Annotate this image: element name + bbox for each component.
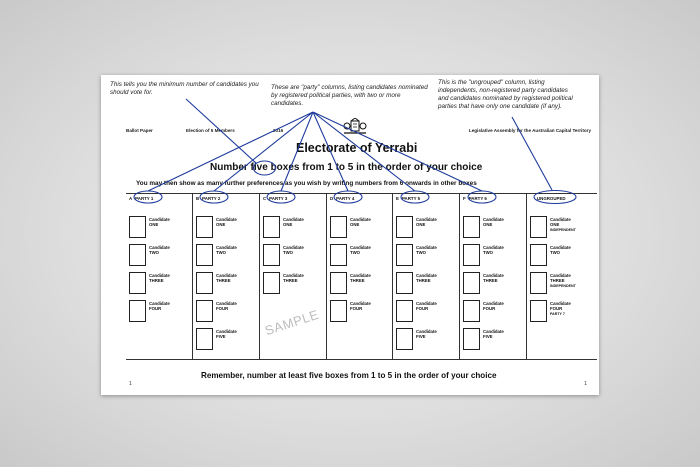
candidate-second-line: ONE	[283, 222, 293, 228]
candidate-first-line: Candidate	[483, 329, 504, 334]
candidate-first-line: Candidate	[550, 301, 571, 306]
preference-box[interactable]	[396, 272, 413, 294]
candidate-name	[483, 217, 504, 228]
candidate-second-line: FOUR	[550, 306, 563, 312]
preference-box[interactable]	[263, 244, 280, 266]
candidate-row	[396, 272, 458, 294]
candidate-second-line: FOUR	[483, 306, 496, 312]
column-header	[196, 196, 220, 201]
party-name: PARTY 5	[401, 196, 421, 201]
preference-box[interactable]	[129, 300, 146, 322]
party-name: UNGROUPED	[537, 196, 566, 201]
candidate-first-line: Candidate	[216, 301, 237, 306]
candidate-first-line: Candidate	[216, 329, 237, 334]
candidate-name	[350, 273, 371, 284]
candidate-row	[396, 300, 458, 322]
candidate-name	[216, 273, 237, 284]
coat-of-arms-icon	[341, 118, 369, 141]
voting-instruction-secondary: You may then show as many further preferences as you wish by writing numbers from 6 onwards in other boxes	[136, 180, 477, 187]
candidate-name	[416, 217, 437, 228]
candidate-second-line: THREE	[283, 278, 298, 284]
column-letter: A	[129, 196, 133, 201]
candidate-first-line: Candidate	[149, 217, 170, 222]
candidate-name	[416, 301, 437, 312]
sample-watermark: SAMPLE	[263, 306, 321, 339]
column-a	[126, 194, 192, 359]
candidate-name	[216, 329, 237, 340]
candidate-first-line: Candidate	[416, 301, 437, 306]
column-header	[396, 196, 420, 201]
column-ungrouped	[526, 194, 598, 359]
preference-box[interactable]	[396, 328, 413, 350]
candidate-name	[550, 301, 571, 316]
candidate-second-line: TWO	[483, 250, 494, 256]
candidate-second-line: FIVE	[416, 334, 426, 340]
page-number-left: 1	[129, 381, 132, 387]
candidate-row	[396, 328, 458, 350]
electorate-title: Electorate of Yerrabi	[296, 141, 418, 155]
preference-box[interactable]	[263, 272, 280, 294]
party-name: PARTY 4	[336, 196, 355, 201]
candidate-first-line: Candidate	[283, 245, 304, 250]
candidate-first-line: Candidate	[149, 245, 170, 250]
candidate-row	[263, 244, 325, 266]
column-header	[263, 196, 287, 201]
candidate-second-line: ONE	[149, 222, 159, 228]
candidate-affiliation: INDEPENDENT	[550, 283, 576, 288]
column-f	[459, 194, 526, 359]
candidate-row	[330, 244, 392, 266]
candidate-row	[263, 272, 325, 294]
column-header	[530, 196, 566, 201]
column-letter: F	[463, 196, 466, 201]
candidate-row	[330, 300, 392, 322]
candidate-name	[483, 301, 504, 312]
year-label: 2016	[273, 128, 284, 133]
candidate-name	[149, 245, 170, 256]
candidate-name	[216, 301, 237, 312]
candidate-first-line: Candidate	[483, 217, 504, 222]
candidate-row	[129, 216, 191, 238]
assembly-label: Legislative Assembly for the Australian Capital Territory	[468, 128, 591, 133]
column-letter: C	[263, 196, 267, 201]
column-letter: D	[330, 196, 334, 201]
candidate-name	[283, 273, 304, 284]
election-label: Election of 5 Members	[186, 128, 235, 133]
candidate-second-line: FOUR	[149, 306, 162, 312]
candidate-first-line: Candidate	[350, 245, 371, 250]
preference-box[interactable]	[530, 216, 547, 238]
candidate-second-line: FOUR	[350, 306, 363, 312]
candidate-first-line: Candidate	[350, 273, 371, 278]
preference-box[interactable]	[129, 216, 146, 238]
candidate-name	[483, 329, 504, 340]
column-header	[330, 196, 354, 201]
preference-box[interactable]	[463, 328, 480, 350]
candidate-second-line: THREE	[416, 278, 431, 284]
candidate-first-line: Candidate	[416, 245, 437, 250]
candidate-name	[216, 245, 237, 256]
candidate-affiliation: INDEPENDENT	[550, 227, 576, 232]
preference-box[interactable]	[196, 300, 213, 322]
preference-box[interactable]	[263, 216, 280, 238]
preference-box[interactable]	[463, 300, 480, 322]
column-header	[129, 196, 153, 201]
candidate-first-line: Candidate	[149, 273, 170, 278]
candidate-first-line: Candidate	[283, 273, 304, 278]
candidate-first-line: Candidate	[416, 273, 437, 278]
candidate-second-line: FIVE	[216, 334, 226, 340]
candidate-affiliation: PARTY 7	[550, 311, 565, 316]
candidate-name	[416, 245, 437, 256]
preference-box[interactable]	[396, 216, 413, 238]
candidate-second-line: THREE	[149, 278, 164, 284]
candidate-row	[196, 216, 258, 238]
candidate-first-line: Candidate	[550, 273, 571, 278]
column-b	[192, 194, 259, 359]
candidate-first-line: Candidate	[416, 329, 437, 334]
annotation-ungrouped: This is the "ungrouped" column, listing independents, non-registered party candidates and candidates nominated by registered political parties that have only one candidate (if any).	[438, 79, 573, 111]
candidate-name	[483, 245, 504, 256]
party-name: PARTY 2	[202, 196, 221, 201]
candidate-first-line: Candidate	[216, 245, 237, 250]
column-d	[326, 194, 393, 359]
candidate-second-line: ONE	[350, 222, 360, 228]
preference-box[interactable]	[463, 272, 480, 294]
candidate-name	[550, 273, 576, 288]
preference-box[interactable]	[196, 244, 213, 266]
candidate-row	[530, 244, 592, 266]
preference-box[interactable]	[463, 216, 480, 238]
candidate-row	[196, 328, 258, 350]
party-name: PARTY 3	[269, 196, 288, 201]
candidate-name	[350, 245, 371, 256]
candidate-first-line: Candidate	[483, 301, 504, 306]
preference-box[interactable]	[330, 216, 347, 238]
candidate-name	[350, 301, 371, 312]
candidate-row	[530, 272, 592, 294]
candidate-second-line: ONE	[550, 222, 560, 228]
preference-box[interactable]	[330, 272, 347, 294]
candidate-row	[129, 300, 191, 322]
candidate-row	[396, 216, 458, 238]
ballot-paper	[101, 75, 599, 395]
candidate-second-line: TWO	[283, 250, 294, 256]
page-number-right: 1	[584, 381, 587, 387]
candidate-first-line: Candidate	[550, 217, 571, 222]
candidate-row	[396, 244, 458, 266]
column-header	[463, 196, 487, 201]
annotation-minimum-number: This tells you the minimum number of candidates you should vote for.	[110, 81, 259, 97]
candidate-name	[283, 245, 304, 256]
candidate-name	[350, 217, 371, 228]
candidate-name	[416, 329, 437, 340]
candidate-row	[463, 300, 525, 322]
candidate-second-line: THREE	[216, 278, 231, 284]
candidate-row	[463, 272, 525, 294]
candidate-row	[196, 300, 258, 322]
candidate-name	[149, 301, 170, 312]
preference-box[interactable]	[530, 272, 547, 294]
preference-box[interactable]	[129, 272, 146, 294]
preference-box[interactable]	[196, 328, 213, 350]
candidate-second-line: TWO	[149, 250, 160, 256]
preference-box[interactable]	[530, 244, 547, 266]
candidate-first-line: Candidate	[350, 217, 371, 222]
candidate-name	[283, 217, 304, 228]
candidate-second-line: THREE	[550, 278, 565, 284]
candidate-name	[149, 217, 170, 228]
candidate-first-line: Candidate	[550, 245, 571, 250]
candidate-name	[416, 273, 437, 284]
column-e	[392, 194, 459, 359]
candidate-first-line: Candidate	[350, 301, 371, 306]
candidate-second-line: TWO	[216, 250, 227, 256]
candidate-row	[530, 216, 592, 238]
preference-box[interactable]	[396, 300, 413, 322]
candidate-first-line: Candidate	[483, 245, 504, 250]
candidate-row	[196, 272, 258, 294]
candidate-first-line: Candidate	[149, 301, 170, 306]
candidate-first-line: Candidate	[416, 217, 437, 222]
party-name: PARTY 6	[468, 196, 487, 201]
column-letter: B	[196, 196, 200, 201]
preference-box[interactable]	[196, 272, 213, 294]
footer-reminder: Remember, number at least five boxes from 1 to 5 in the order of your choice	[201, 371, 497, 380]
candidate-second-line: TWO	[416, 250, 427, 256]
candidate-first-line: Candidate	[283, 217, 304, 222]
candidate-name	[550, 245, 571, 256]
candidate-second-line: THREE	[350, 278, 365, 284]
candidate-name	[149, 273, 170, 284]
party-name: PARTY 1	[135, 196, 154, 201]
candidate-row	[129, 244, 191, 266]
candidate-row	[330, 272, 392, 294]
column-bottom-rule	[126, 359, 597, 360]
candidate-second-line: ONE	[416, 222, 426, 228]
candidate-second-line: TWO	[350, 250, 361, 256]
preference-box[interactable]	[463, 244, 480, 266]
candidate-first-line: Candidate	[483, 273, 504, 278]
preference-box[interactable]	[330, 300, 347, 322]
candidate-name	[550, 217, 576, 232]
candidate-name	[483, 273, 504, 284]
candidate-second-line: THREE	[483, 278, 498, 284]
preference-box[interactable]	[129, 244, 146, 266]
preference-box[interactable]	[196, 216, 213, 238]
candidate-row	[263, 216, 325, 238]
candidate-row	[196, 244, 258, 266]
candidate-second-line: FOUR	[216, 306, 229, 312]
candidate-row	[463, 244, 525, 266]
candidate-row	[463, 216, 525, 238]
preference-box[interactable]	[330, 244, 347, 266]
candidate-second-line: ONE	[216, 222, 226, 228]
candidate-second-line: ONE	[483, 222, 493, 228]
candidate-row	[463, 328, 525, 350]
candidate-row	[330, 216, 392, 238]
candidate-second-line: TWO	[550, 250, 561, 256]
candidate-second-line: FIVE	[483, 334, 493, 340]
column-letter: E	[396, 196, 399, 201]
candidate-second-line: FOUR	[416, 306, 429, 312]
candidate-first-line: Candidate	[216, 217, 237, 222]
voting-instruction-main: Number five boxes from 1 to 5 in the order of your choice	[210, 162, 483, 173]
preference-box[interactable]	[530, 300, 547, 322]
candidate-name	[216, 217, 237, 228]
annotation-party-columns: These are "party" columns, listing candidates nominated by registered political parties, with two or more candidates.	[271, 84, 428, 108]
candidate-row	[129, 272, 191, 294]
ballot-paper-label: Ballot Paper	[126, 128, 153, 133]
preference-box[interactable]	[396, 244, 413, 266]
candidate-row	[530, 300, 592, 322]
candidate-first-line: Candidate	[216, 273, 237, 278]
